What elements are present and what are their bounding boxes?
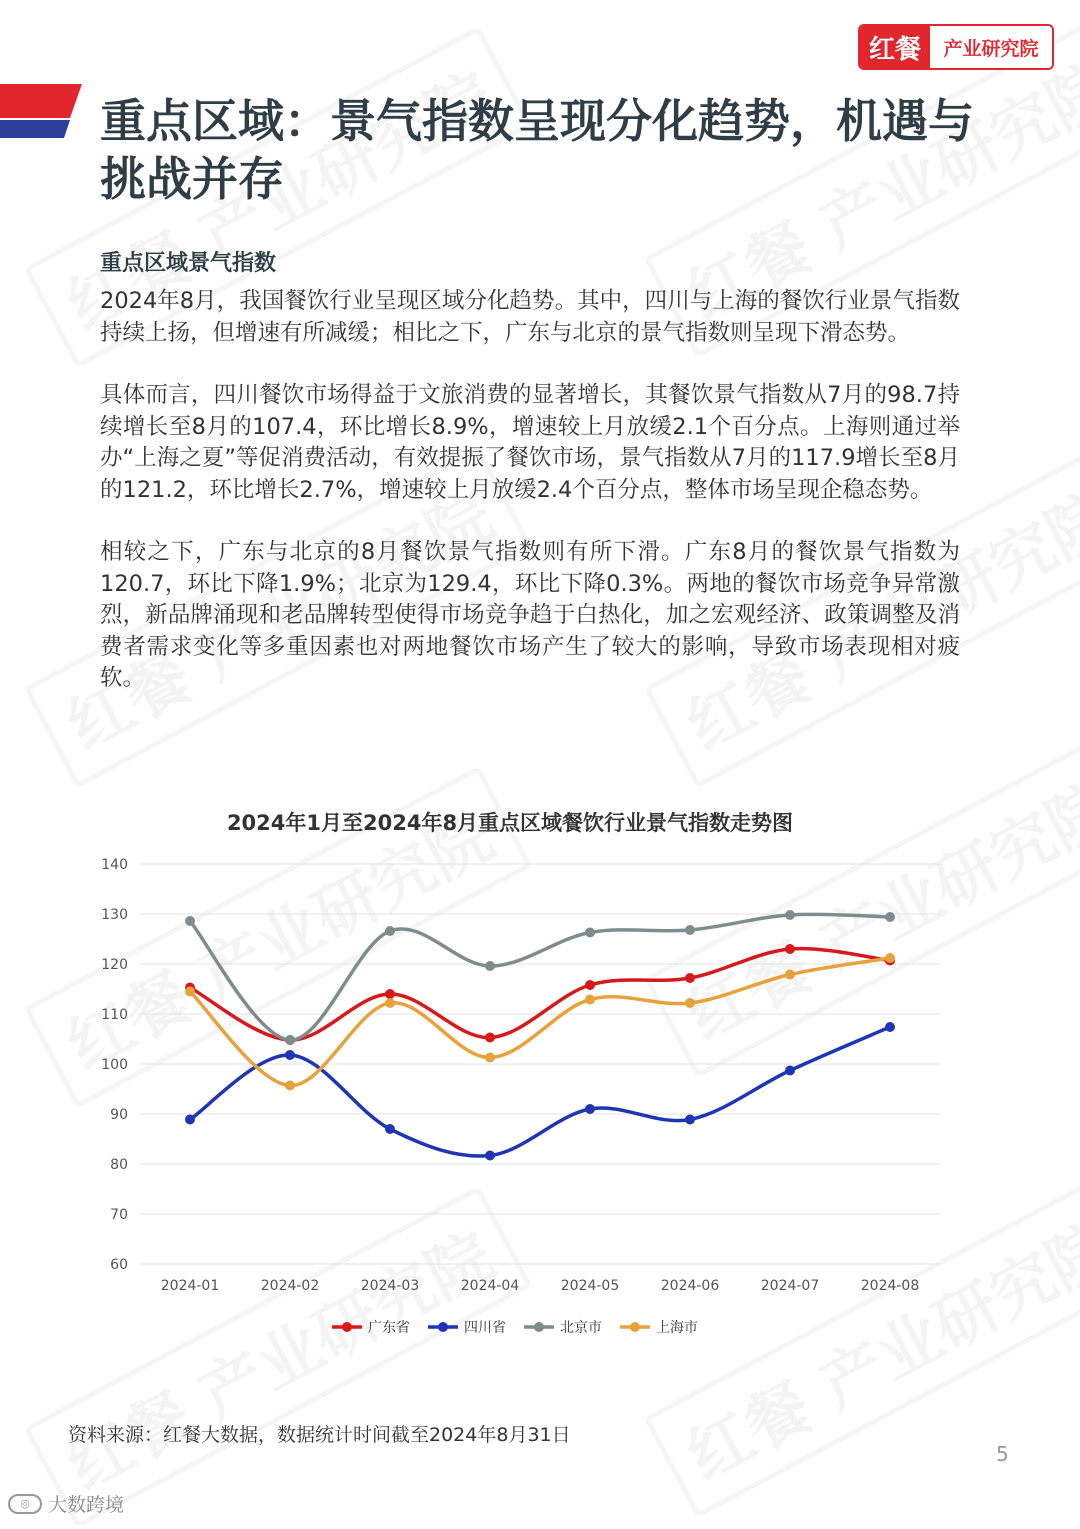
data-point	[685, 973, 695, 983]
data-point	[185, 916, 195, 926]
source-note: 资料来源：红餐大数据，数据统计时间截至2024年8月31日	[68, 1424, 571, 1446]
paragraph: 2024年8月，我国餐饮行业呈现区域分化趋势。其中，四川与上海的餐饮行业景气指数持续上扬，但增速有所减缓；相比之下，广东与北京的景气指数则呈现下滑态势。	[100, 288, 960, 346]
data-point	[885, 1022, 895, 1032]
x-tick-label: 2024-02	[260, 1278, 320, 1294]
y-tick-label: 140	[101, 857, 128, 873]
page-number: 5	[996, 1442, 1009, 1466]
x-tick-label: 2024-04	[460, 1278, 520, 1294]
x-tick-label: 2024-01	[160, 1278, 220, 1294]
brand-logo: 红餐	[860, 26, 930, 68]
line-chart	[60, 800, 1020, 1360]
data-point	[785, 910, 795, 920]
paragraph: 具体而言，四川餐饮市场得益于文旅消费的显著增长，其餐饮景气指数从7月的98.7持续增长至8月的107.4，环比增长8.9%，增速较上月放缓2.1个百分点。上海则通过举办“上海之夏”等促消费活动，有效提振了餐饮市场，景气指数从7月的117.9增长至8月的121.2，环比增长2.7%，增速较上月放缓2.4个百分点，整体市场呈现企稳态势。	[100, 382, 960, 503]
x-tick-label: 2024-05	[560, 1278, 620, 1294]
data-point	[485, 1151, 495, 1161]
data-point	[485, 1033, 495, 1043]
data-point	[185, 987, 195, 997]
data-point	[585, 928, 595, 938]
y-tick-label: 90	[110, 1107, 128, 1123]
y-tick-label: 80	[110, 1157, 128, 1173]
y-tick-label: 70	[110, 1207, 128, 1223]
data-point	[885, 912, 895, 922]
legend-label: 四川省	[464, 1320, 506, 1336]
x-tick-label: 2024-08	[860, 1278, 920, 1294]
y-tick-label: 120	[101, 957, 128, 973]
data-point	[785, 1066, 795, 1076]
brand-label: 产业研究院	[930, 26, 1052, 68]
data-point	[185, 1115, 195, 1125]
x-tick-label: 2024-06	[660, 1278, 720, 1294]
data-point	[785, 970, 795, 980]
data-point	[285, 1081, 295, 1091]
data-point	[285, 1050, 295, 1060]
data-point	[385, 926, 395, 936]
legend-marker	[630, 1322, 640, 1332]
y-tick-label: 130	[101, 907, 128, 923]
legend-label: 广东省	[368, 1320, 410, 1336]
legend-marker	[534, 1322, 544, 1332]
data-point	[685, 925, 695, 935]
chart-svg	[60, 800, 1020, 1360]
data-point	[385, 989, 395, 999]
legend-label: 北京市	[560, 1320, 602, 1336]
legend-marker	[342, 1322, 352, 1332]
x-tick-label: 2024-07	[760, 1278, 820, 1294]
data-point	[585, 1104, 595, 1114]
data-point	[385, 998, 395, 1008]
body-text	[100, 286, 960, 726]
data-point	[585, 980, 595, 990]
data-point	[385, 1124, 395, 1134]
series-line	[190, 949, 890, 1040]
weibo-logo-icon: ◎	[8, 1494, 42, 1514]
data-point	[485, 1053, 495, 1063]
y-tick-label: 60	[110, 1257, 128, 1273]
paragraph: 相较之下，广东与北京的8月餐饮景气指数则有所下滑。广东8月的餐饮景气指数为120.7，环比下降1.9%；北京为129.4，环比下降0.3%。两地的餐饮市场竞争异常激烈，新品牌涌现和老品牌转型使得市场竞争趋于白热化，加之宏观经济、政策调整及消费者需求变化等多重因素也对两地餐饮市场产生了较大的影响，导致市场表现相对疲软。	[100, 539, 960, 691]
y-tick-label: 100	[101, 1057, 128, 1073]
brand-badge	[858, 24, 1054, 70]
data-point	[685, 998, 695, 1008]
data-point	[485, 961, 495, 971]
x-tick-label: 2024-03	[360, 1278, 420, 1294]
data-point	[585, 995, 595, 1005]
data-point	[885, 953, 895, 963]
chart-title: 2024年1月至2024年8月重点区域餐饮行业景气指数走势图	[226, 811, 794, 835]
series-line	[190, 958, 890, 1086]
footer-watermark	[8, 1490, 124, 1517]
data-point	[785, 944, 795, 954]
page-title: 重点区域：景气指数呈现分化趋势，机遇与挑战并存	[100, 94, 974, 206]
footer-label: 大数跨境	[48, 1494, 125, 1516]
legend-label: 上海市	[656, 1320, 698, 1336]
legend-marker	[438, 1322, 448, 1332]
title-ribbon-decoration	[0, 84, 82, 140]
section-heading: 重点区域景气指数	[100, 251, 277, 276]
series-line	[190, 1027, 890, 1156]
data-point	[685, 1115, 695, 1125]
data-point	[285, 1035, 295, 1045]
y-tick-label: 110	[101, 1007, 128, 1023]
